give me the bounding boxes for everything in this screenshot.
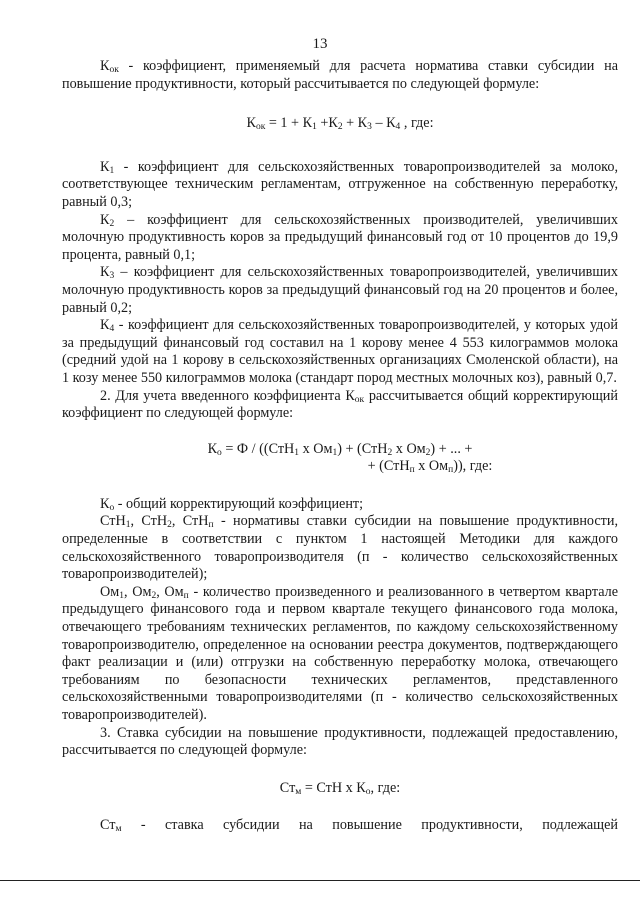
definition-stn: СтН$_1$, СтН$_2$, СтН$_п$ - нормативы ставки субсидии на повышение продуктивности, определенные в соответствии с пунктом 1 настоящей Методики для каждого сельскохозяйственного товаропроизводителя (п - количество сельскохозяйственных товаропроизводителей); [62,513,618,583]
definition-stm-partial: $Ст_м$ - ставка субсидии на повышение продуктивности, подлежащей [100,817,618,835]
formula-stm: $Ст_м$ = СтН х $К_о$, где: [279,779,401,797]
page-number: 13 [312,36,328,52]
intro-paragraph: $К_{ок}$ - коэффициент, применяемый для расчета норматива ставки субсидии на повышение продуктивности, который рассчитывается по следующей формуле: [62,58,618,92]
formula-kok: $К_{ок} = 1 + К_1 +К_2 + К_3 - К_4$ , где: [246,115,434,133]
document-body [62,58,618,835]
definition-om: $Ом_1$, $Ом_2$, $Ом_п$ - количество произведенного и реализованного в четвертом квартале предыдущего финансового года и первом квартале текущего финансового года молока, отвечающего требованиям технических регламентов, по каждому сельскохозяйственному товаропроизводителю, определенное на основании реестра документов, подтверждающего факт реализации и (или) отгрузки на собственную переработку молока, отвечающего требованиям по безопасности технических регламентов, представленного сельскохозяйственными товаропроизводителями (п - количество сельскохозяйственных товаропроизводителей). [62,583,618,723]
section-2-paragraph: 2. Для учета введенного коэффициента $К_{ок}$ рассчитывается общий корректирующий коэффициент по следующей формуле: [62,387,618,422]
definition-k1: $К_1$ - коэффициент для сельскохозяйственных товаропроизводителей за молоко, соответствующее техническим регламентам, отгруженное на собственную переработку, равный 0,3; [62,158,618,210]
definition-k2: $К_2$ – коэффициент для сельскохозяйственных производителей, увеличивших молочную продуктивность коров за предыдущий финансовый год от 10 процентов до 19,9 процента, равный 0,1; [62,211,618,263]
section-3-paragraph: 3. Ставка субсидии на повышение продуктивности, подлежащей предоставлению, рассчитывается по следующей формуле: [62,724,618,759]
page-bottom-rule [0,880,640,881]
definition-ko: $К_о$ - общий корректирующий коэффициент; [100,495,364,513]
definition-k4: $К_4$ - коэффициент для сельскохозяйственных товаропроизводителей, у которых удой за предыдущий финансовый год составил на 1 корову менее 4 553 килограммов молока (средний удой на 1 корову в сельскохозяйственных организациях Смоленской области), на 1 козу менее 550 килограммов молока (стандарт пород местных молочных коз), равный 0,7. [62,317,618,386]
formula-ko: $К_о = Ф / ((СтН_1$ х $Ом_1) + (СтН_2$ х $Ом_2$) + ... + + (СтН$_п$ х $Ом_п$)), где: [207,440,493,476]
definition-k3: $К_3$ – коэффициент для сельскохозяйственных товаропроизводителей, увеличивших молочную продуктивность коров за предыдущий финансовый год на 20 процентов и более, равный 0,2; [62,264,618,316]
